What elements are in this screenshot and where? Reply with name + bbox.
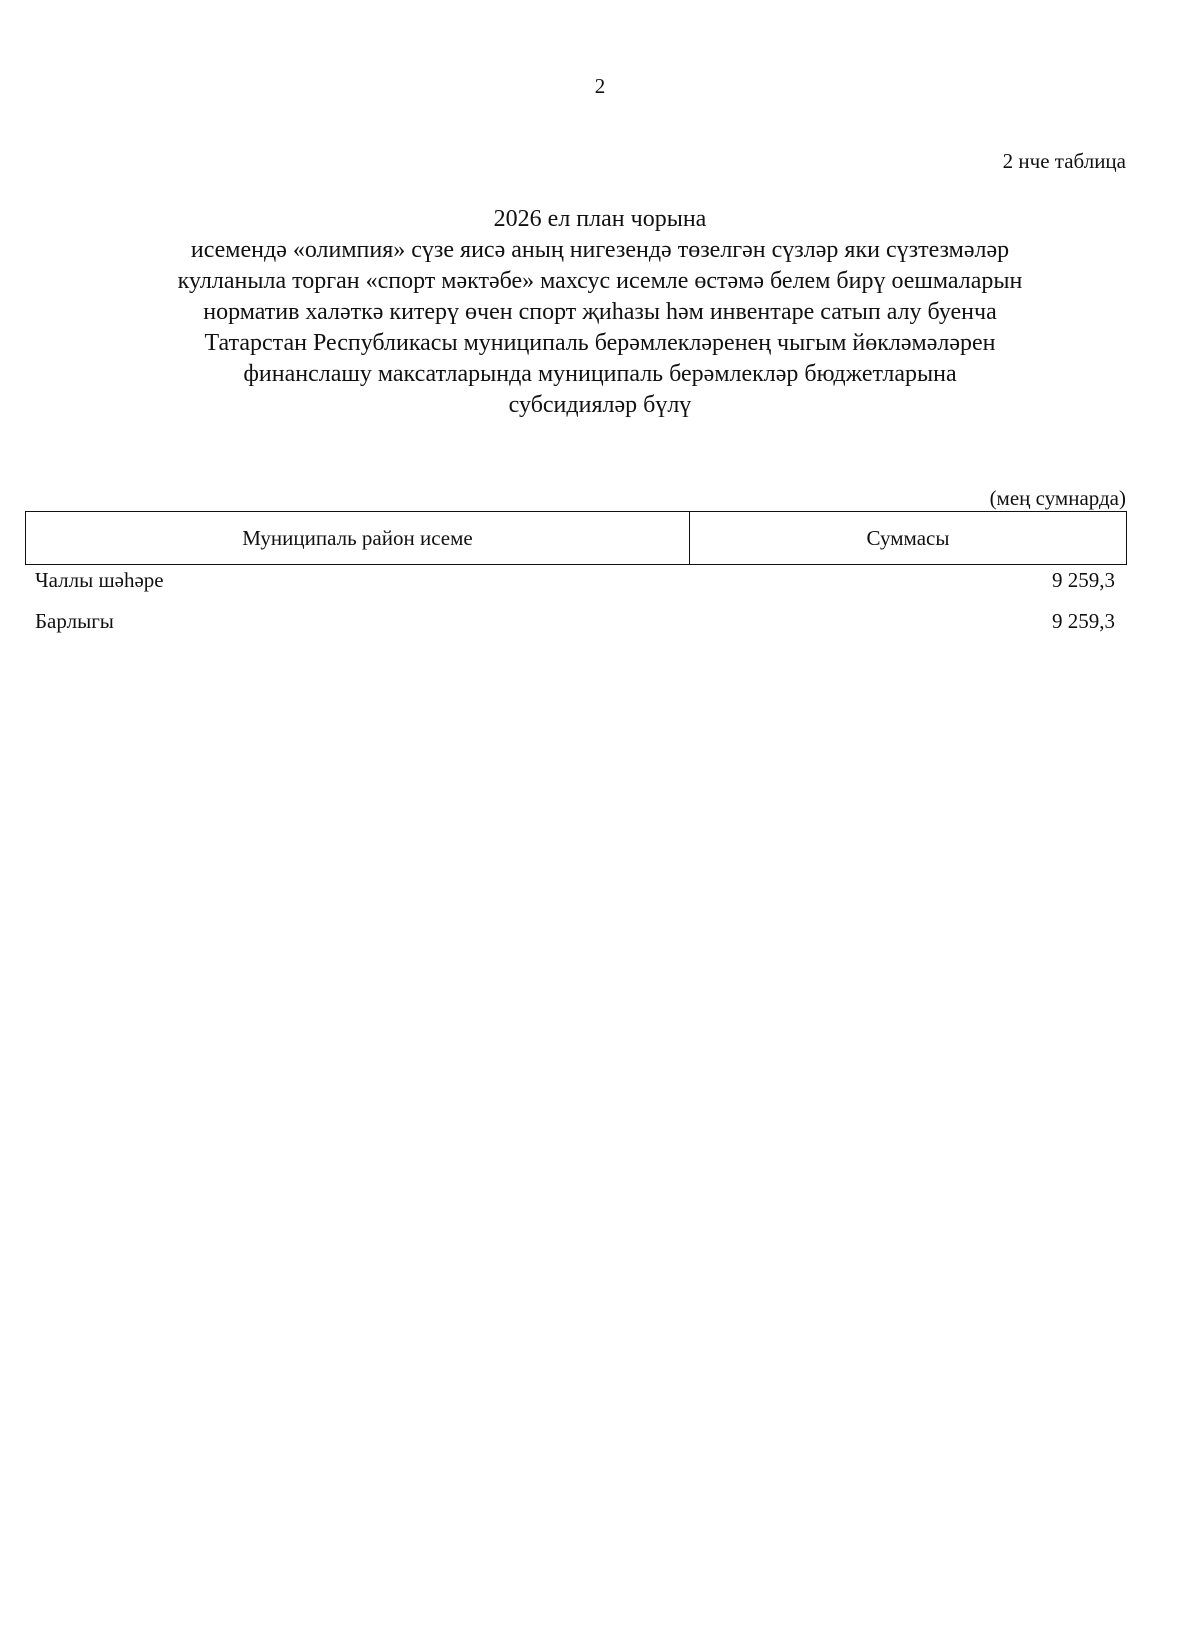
- row-name: Барлыгы: [35, 609, 114, 633]
- heading-line: норматив халәткә китерү өчен спорт җиһазы һәм инвентаре сатып алу буенча: [203, 299, 997, 325]
- table-label: 2 нче таблица: [1002, 149, 1126, 173]
- heading-line: исемендә «олимпия» сүзе яисә аның нигезендә төзелгән сүзләр яки сүзтезмәләр: [190, 237, 1010, 263]
- header-sum: Суммасы: [866, 525, 950, 550]
- heading-line: финанслашу максатларында муниципаль берәмлекләр бюджетларына: [243, 361, 957, 387]
- heading-line: субсидияләр бүлү: [508, 392, 692, 418]
- table-row: [35, 568, 1115, 593]
- row-sum: 9 259,3: [1052, 568, 1115, 592]
- table-header: [25, 511, 1127, 565]
- row-name: Чаллы шәһәре: [35, 568, 164, 592]
- page-number: 2: [594, 74, 606, 98]
- header-municipal-district: Муниципаль район исеме: [26, 512, 690, 564]
- row-sum: 9 259,3: [1052, 609, 1115, 633]
- document-heading: [60, 204, 1140, 421]
- heading-line: Татарстан Республикасы муниципаль берәмлекләренең чыгым йөкләмәләрен: [204, 330, 996, 356]
- table-row-total: [35, 609, 1115, 634]
- heading-line: кулланыла торган «спорт мәктәбе» махсус исемле өстәмә белем бирү оешмаларын: [177, 268, 1023, 294]
- units-note: (мең сумнарда): [989, 486, 1126, 510]
- heading-line: 2026 ел план чорына: [493, 206, 707, 232]
